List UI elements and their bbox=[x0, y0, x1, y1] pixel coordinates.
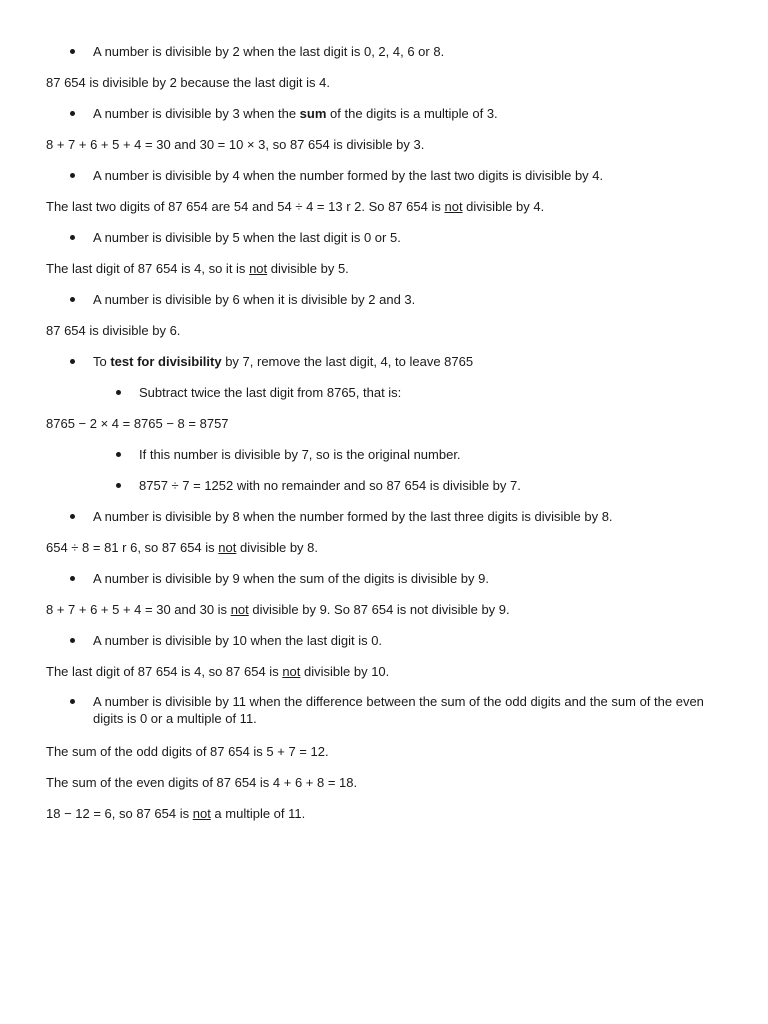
text-run: divisible by 10. bbox=[300, 664, 390, 679]
list-item bbox=[93, 632, 382, 649]
underlined-text: not bbox=[192, 806, 211, 821]
text-run: 8 + 7 + 6 + 5 + 4 = 30 and 30 = 10 × 3, so 87 654 is divisible by 3. bbox=[46, 137, 425, 152]
text-run: a multiple of 11. bbox=[210, 806, 306, 821]
text-run: by 7, remove the last digit, 4, to leave 8765 bbox=[221, 354, 474, 369]
list-item bbox=[139, 477, 521, 494]
text-run: 87 654 is divisible by 2 because the last digit is 4. bbox=[46, 75, 331, 90]
text-run: divisible by 4. bbox=[462, 199, 545, 214]
underlined-text: not bbox=[249, 261, 268, 276]
text-run: 8 + 7 + 6 + 5 + 4 = 30 and 30 is bbox=[46, 602, 231, 617]
list-item bbox=[93, 43, 444, 60]
text-run: 8765 − 2 × 4 = 8765 − 8 = 8757 bbox=[46, 416, 229, 431]
text-run: A number is divisible by 9 when the sum of the digits is divisible by 9. bbox=[93, 571, 489, 586]
list-item bbox=[93, 167, 603, 184]
text-run: 654 ÷ 8 = 81 r 6, so 87 654 is bbox=[46, 540, 219, 555]
text-run: If this number is divisible by 7, so is the original number. bbox=[139, 447, 461, 462]
text-run: The sum of the even digits of 87 654 is 4 + 6 + 8 = 18. bbox=[46, 775, 358, 790]
paragraph bbox=[46, 260, 349, 277]
text-run: divisible by 5. bbox=[267, 261, 349, 276]
paragraph bbox=[46, 663, 389, 680]
text-run: divisible by 9. So 87 654 is not divisible by 9. bbox=[248, 602, 510, 617]
text-run: A number is divisible by 4 when the number formed by the last two digits is divisible by 4. bbox=[93, 168, 604, 183]
list-item bbox=[139, 384, 401, 401]
text-run: A number is divisible by 3 when the bbox=[93, 106, 300, 121]
text-run: The last digit of 87 654 is 4, so 87 654 is bbox=[46, 664, 283, 679]
list-item bbox=[93, 353, 473, 370]
bold-text: test for divisibility bbox=[110, 354, 222, 369]
list-item bbox=[93, 693, 718, 727]
text-run: A number is divisible by 11 when the difference between the sum of the odd digits and the sum of the even digits is 0 or a multiple of 11. bbox=[93, 694, 704, 726]
paragraph bbox=[46, 415, 229, 432]
list-item bbox=[93, 570, 489, 587]
text-run: of the digits is a multiple of 3. bbox=[326, 106, 498, 121]
underlined-text: not bbox=[218, 540, 237, 555]
text-run: 8757 ÷ 7 = 1252 with no remainder and so 87 654 is divisible by 7. bbox=[139, 478, 521, 493]
text-run: divisible by 8. bbox=[236, 540, 319, 555]
underlined-text: not bbox=[282, 664, 301, 679]
paragraph bbox=[46, 774, 357, 791]
text-run: The last two digits of 87 654 are 54 and 54 ÷ 4 = 13 r 2. So 87 654 is bbox=[46, 199, 445, 214]
text-run: A number is divisible by 6 when it is divisible by 2 and 3. bbox=[93, 292, 416, 307]
text-run: The last digit of 87 654 is 4, so it is bbox=[46, 261, 250, 276]
text-run: To bbox=[93, 354, 111, 369]
bold-text: sum bbox=[299, 106, 327, 121]
underlined-text: not bbox=[230, 602, 249, 617]
paragraph bbox=[46, 601, 510, 618]
paragraph bbox=[46, 539, 318, 556]
paragraph bbox=[46, 743, 329, 760]
text-run: 18 − 12 = 6, so 87 654 is bbox=[46, 806, 193, 821]
paragraph bbox=[46, 322, 180, 339]
text-run: A number is divisible by 10 when the last digit is 0. bbox=[93, 633, 383, 648]
paragraph bbox=[46, 198, 544, 215]
text-run: A number is divisible by 5 when the last digit is 0 or 5. bbox=[93, 230, 401, 245]
underlined-text: not bbox=[444, 199, 463, 214]
paragraph bbox=[46, 805, 305, 822]
text-run: A number is divisible by 2 when the last digit is 0, 2, 4, 6 or 8. bbox=[93, 44, 445, 59]
list-item bbox=[93, 508, 613, 525]
list-item bbox=[93, 105, 498, 122]
list-item bbox=[93, 291, 415, 308]
text-run: The sum of the odd digits of 87 654 is 5 + 7 = 12. bbox=[46, 744, 329, 759]
text-run: Subtract twice the last digit from 8765, that is: bbox=[139, 385, 402, 400]
text-run: A number is divisible by 8 when the number formed by the last three digits is divisible by 8. bbox=[93, 509, 613, 524]
list-item bbox=[93, 229, 401, 246]
paragraph bbox=[46, 74, 330, 91]
paragraph bbox=[46, 136, 424, 153]
text-run: 87 654 is divisible by 6. bbox=[46, 323, 181, 338]
list-item bbox=[139, 446, 461, 463]
